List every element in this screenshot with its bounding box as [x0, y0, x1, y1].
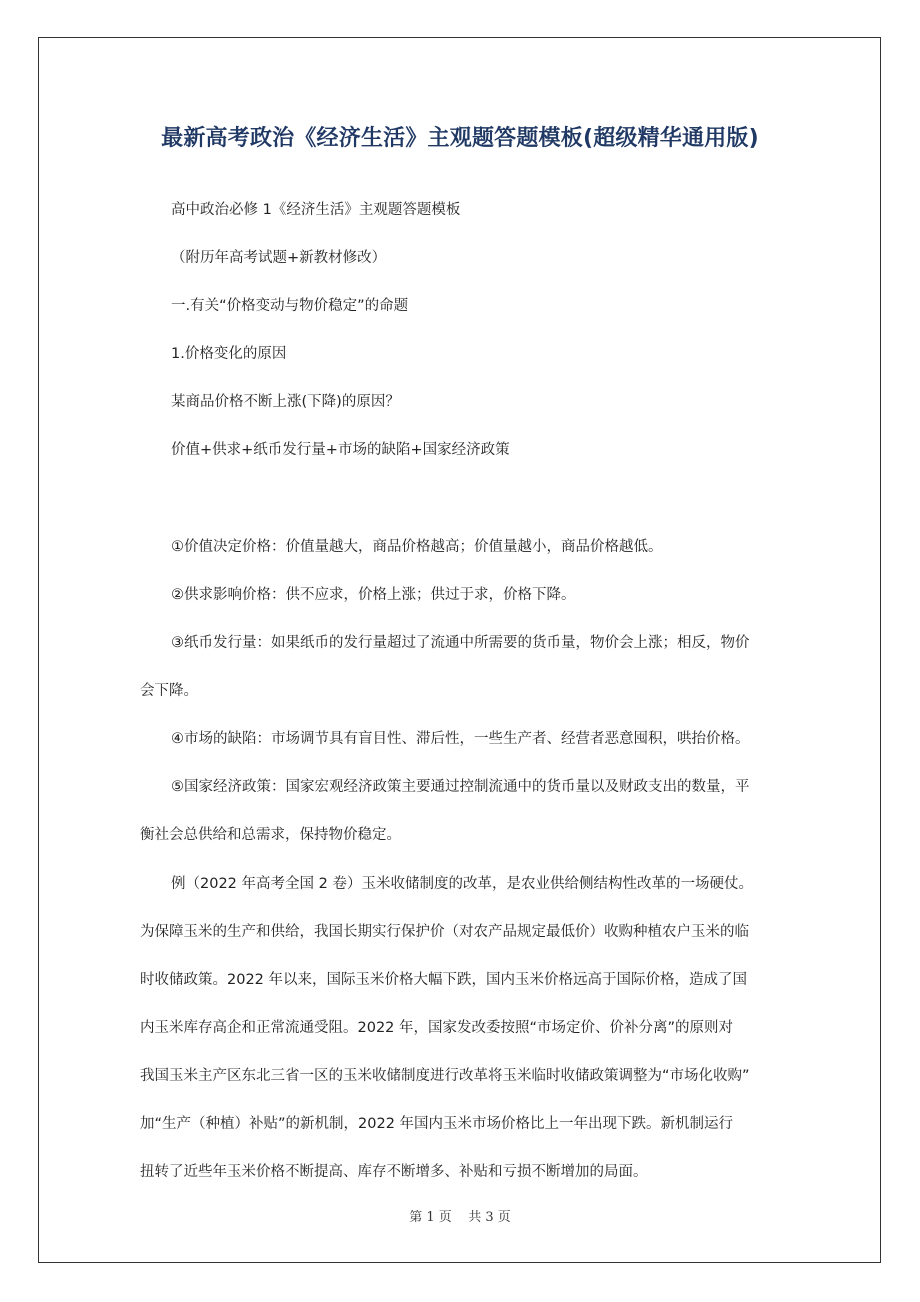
point-paper-money — [140, 619, 783, 715]
point-national-policy-line1: ⑤国家经济政策：国家宏观经济政策主要通过控制流通中的货币量以及财政支出的数量，平 — [171, 779, 750, 795]
example-line: 我国玉米主产区东北三省一区的玉米收储制度进行改革将玉米临时收储政策调整为“市场化收购” — [140, 1068, 750, 1084]
point-supply-demand: ②供求影响价格：供不应求，价格上涨；供过于求，价格下降。 — [171, 587, 576, 603]
subsection-heading: 1.价格变化的原因 — [171, 346, 287, 362]
question-text: 某商品价格不断上涨(下降)的原因？ — [171, 394, 400, 410]
paragraph-subtitle: 高中政治必修 1《经济生活》主观题答题模板 — [171, 202, 461, 218]
example-line: 时收储政策。2022 年以来，国际玉米价格大幅下跌，国内玉米价格远高于国际价格，造成了国 — [140, 972, 748, 988]
example-line: 加“生产（种植）补贴”的新机制，2022 年国内玉米市场价格比上一年出现下跌。新机制运行 — [140, 1116, 734, 1132]
point-national-policy — [140, 763, 783, 859]
point-national-policy-line2: 衡社会总供给和总需求，保持物价稳定。 — [140, 827, 401, 843]
example-line: 内玉米库存高企和正常流通受阻。2022 年，国家发改委按照“市场定价、价补分离”的原则对 — [140, 1020, 734, 1036]
section-heading: 一.有关“价格变动与物价稳定”的命题 — [171, 298, 409, 314]
paragraph-note: （附历年高考试题+新教材修改） — [171, 250, 387, 266]
answer-summary: 价值+供求+纸币发行量+市场的缺陷+国家经济政策 — [171, 442, 510, 458]
example-line: 扭转了近些年玉米价格不断提高、库存不断增多、补贴和亏损不断增加的局面。 — [140, 1164, 648, 1180]
example-line: 为保障玉米的生产和供给，我国长期实行保护价（对农产品规定最低价）收购种植农户玉米的临 — [140, 924, 749, 940]
example-line: 例（2022 年高考全国 2 卷）玉米收储制度的改革，是农业供给侧结构性改革的一场硬仗。 — [171, 876, 753, 892]
point-paper-money-line1: ③纸币发行量：如果纸币的发行量超过了流通中所需要的货币量，物价会上涨；相反，物价 — [171, 635, 750, 651]
point-value: ①价值决定价格：价值量越大，商品价格越高；价值量越小，商品价格越低。 — [171, 539, 663, 555]
document-title: 最新高考政治《经济生活》主观题答题模板(超级精华通用版) — [161, 126, 759, 151]
point-paper-money-line2: 会下降。 — [140, 683, 198, 699]
example-paragraph — [140, 860, 783, 1196]
point-market-defects: ④市场的缺陷：市场调节具有盲目性、滞后性，一些生产者、经营者恶意囤积，哄抬价格。 — [171, 731, 750, 747]
page-footer: 第 1 页 共 3 页 — [409, 1210, 511, 1225]
